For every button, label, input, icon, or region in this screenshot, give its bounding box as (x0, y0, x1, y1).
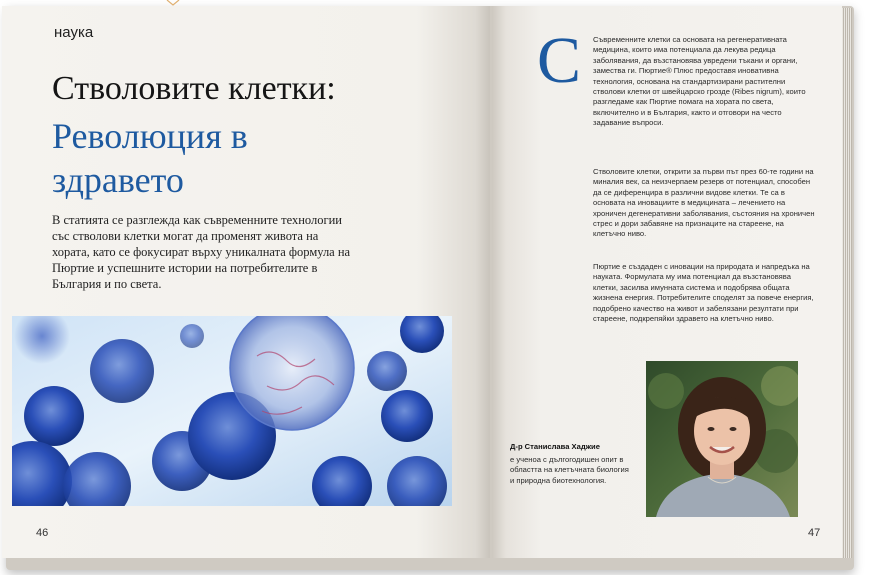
section-label: наука (54, 24, 94, 41)
page-number-right: 47 (808, 527, 821, 539)
page-number-left: 46 (36, 527, 49, 539)
article-title: Стволовите клетки: (52, 70, 336, 107)
caption-bio: е ученoa с дългогодишен опит в областта на клетъчната биология и природна биотехнология. (510, 455, 629, 485)
drop-cap: С (537, 24, 582, 97)
body-paragraph-2: Стволовите клетки, открити за първи път през 60-те години на миналия век, са неизчерпаем резерв от потенциал, способен да се диференцира в различни видове клетки. Те са в основата на иновациите в медицината – лечението на хроничен дегенеративни заболявания, състояния на хроничен стрес и дори забавяне на признаците на стареене, на клетъчно ниво. (593, 167, 815, 239)
article-subtitle: Революция в здравето (52, 116, 248, 200)
page-edges (842, 8, 852, 558)
bookmark-marker-icon (166, 0, 180, 6)
body-paragraph-1: Съвременните клетки са основата на регенеративната медицина, които има потенциала да лекува редица заболявания, да възстановява увредени тъкани и органи, замества ги. Пюртие® Плюс предоставя иновативна технология, основана на стандартизирани растителни стволови клетки от швейцарско грозде (Ribes nigrum), които разгледаме как Пюртие помага на хората по света, включително и в България, както и отговори на често задавание въпроси. (593, 35, 806, 128)
body-paragraph-3: Пюртие е създаден с иновации на природата и напредъка на науката. Формулата му има потенциал да възстановява клетки, засилва имунната система и подобрява общата жизнена енергия. Потребителите споделят за повече енергия, подобрено качество на живот и забелязани резултати при стареене, подкрепяйки здравето на клетъчно ниво. (593, 262, 814, 324)
portrait-photo (646, 361, 798, 517)
article-lead: В статията се разглежда как съвременните технологии със стволови клетки могат да променят живота на хората, като се фокусират върху уникалната формула на Пюртие и успешните истории на потребителите в България и по света. (52, 213, 351, 291)
caption-name: Д-р Станислава Хаджие (510, 442, 600, 451)
stem-cells-image (12, 316, 452, 506)
